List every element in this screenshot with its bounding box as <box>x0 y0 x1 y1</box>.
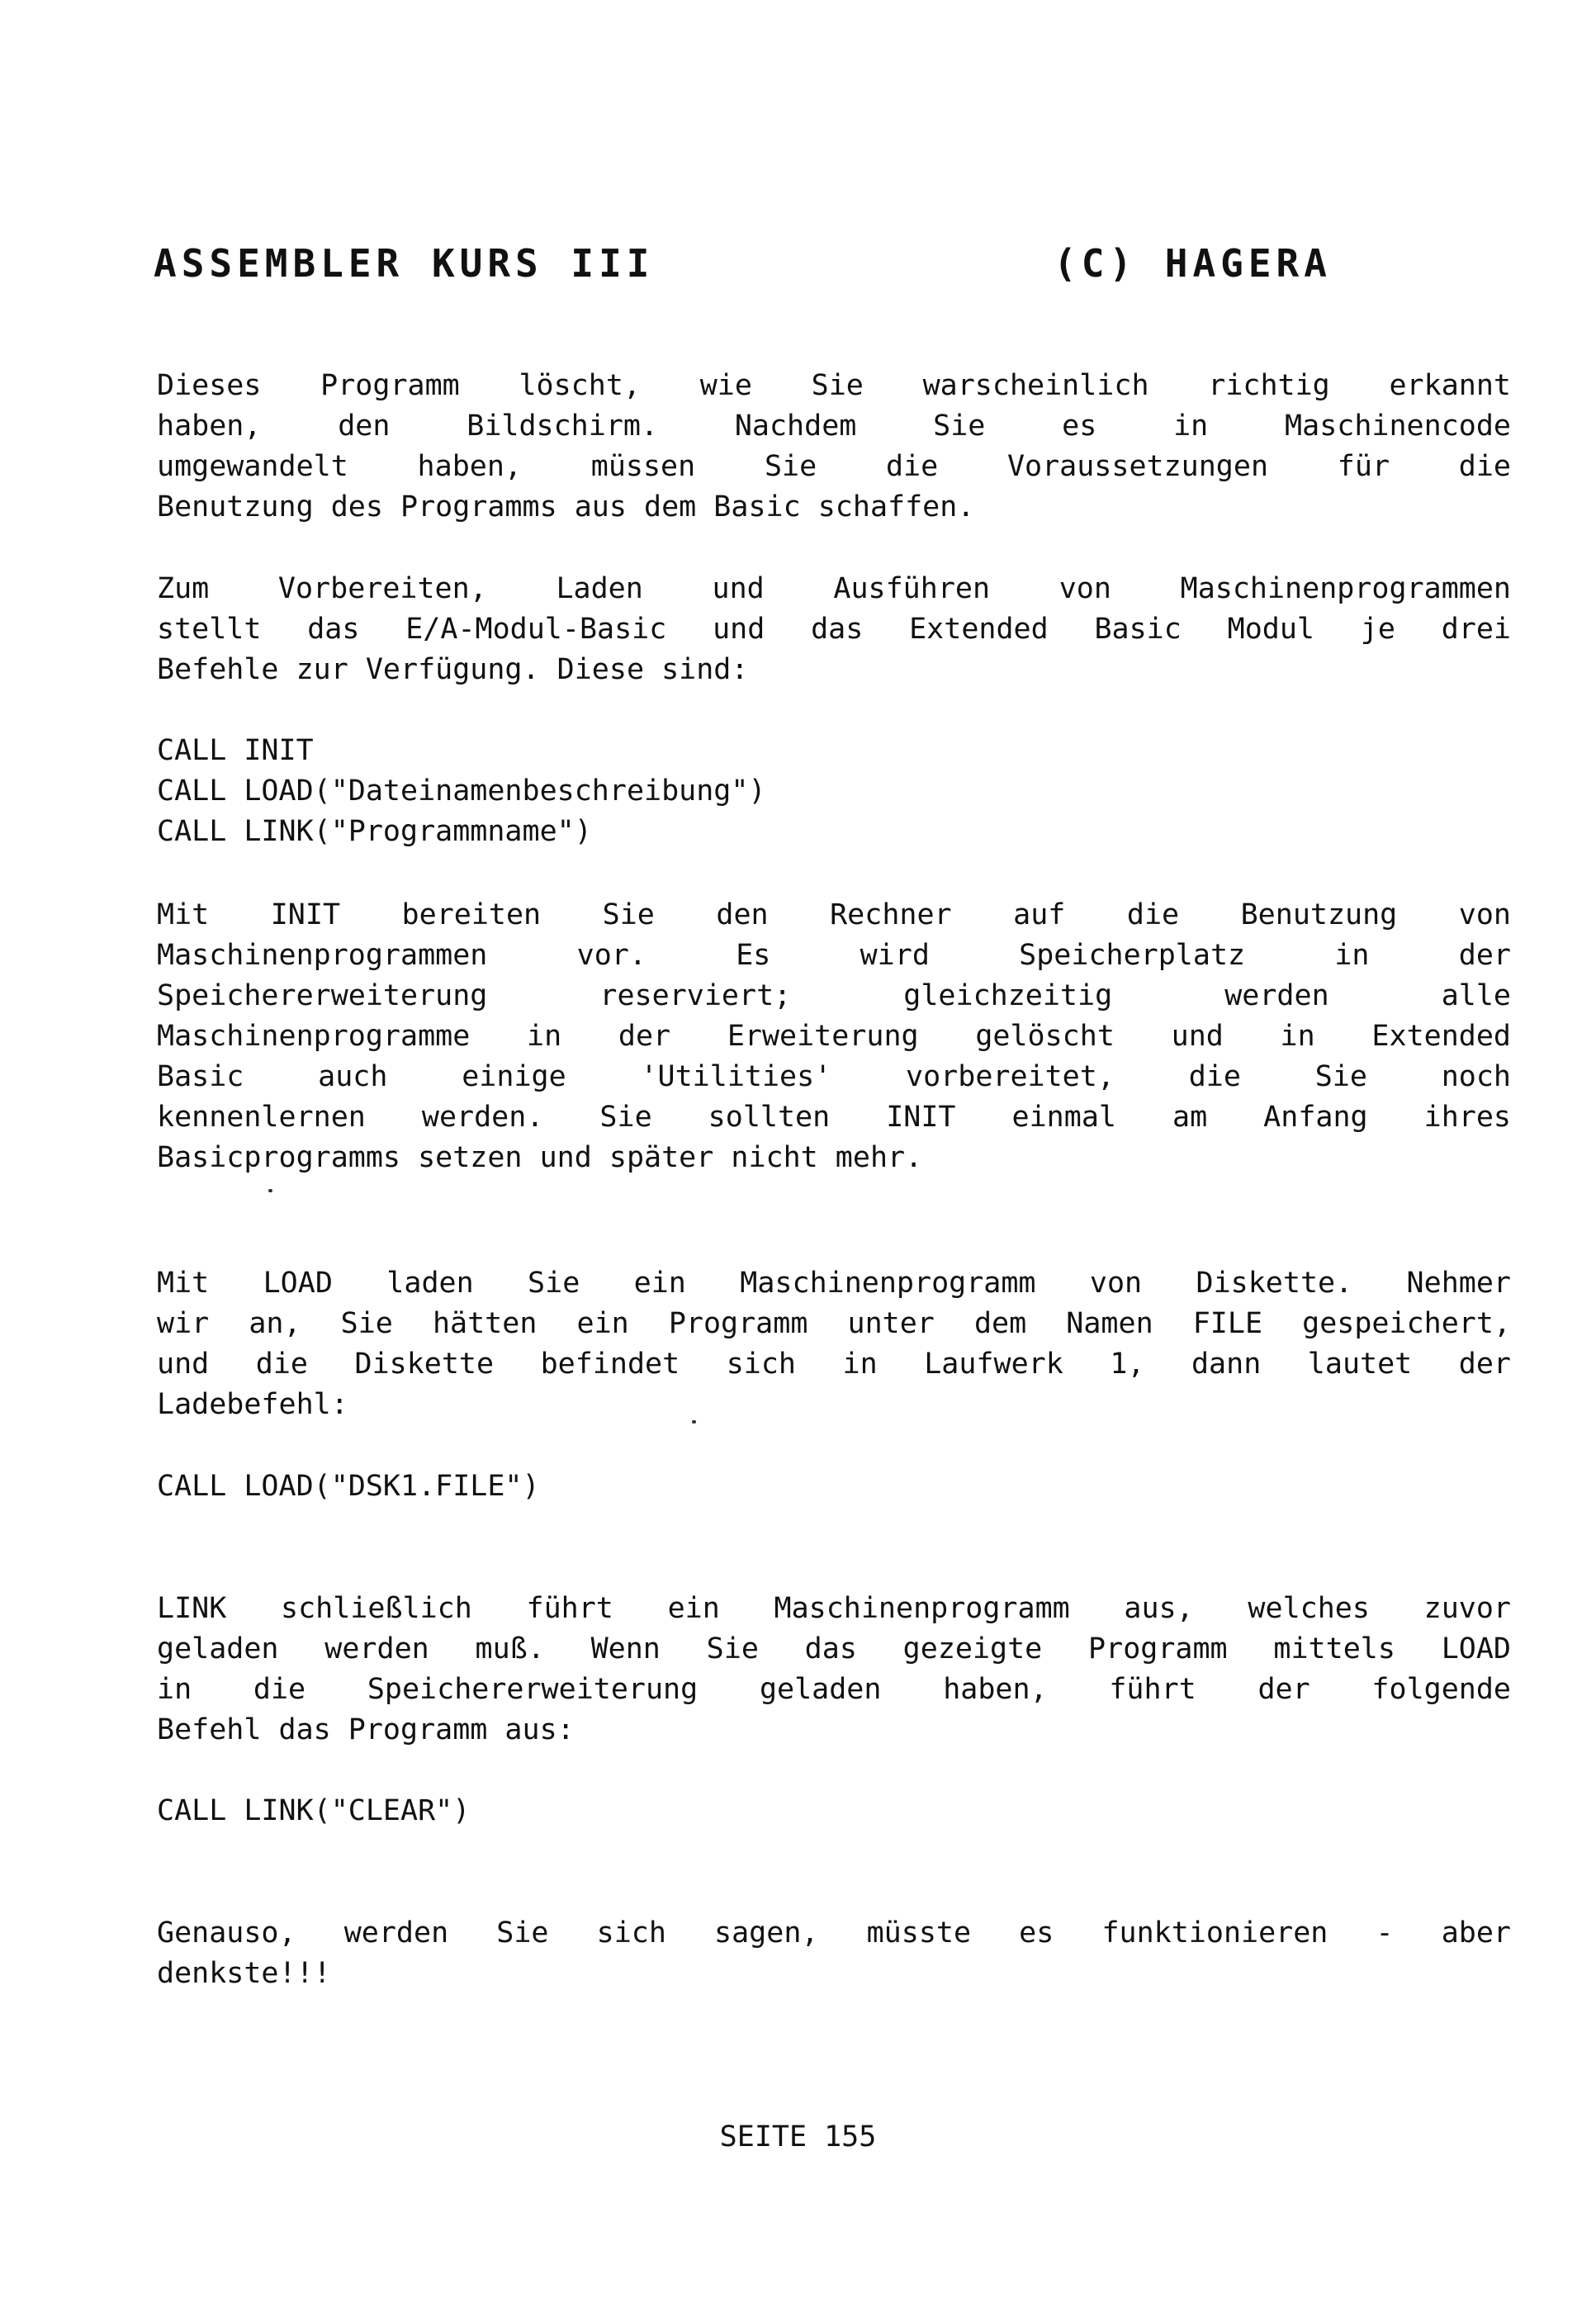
code-call-init: CALL INIT <box>157 734 314 767</box>
page-number: SEITE 155 <box>719 2120 877 2153</box>
paragraph-3-line-6: kennenlernen werden. Sie sollten INIT einmal am Anfang ihres <box>157 1101 1511 1134</box>
paragraph-1-line-4: Benutzung des Programms aus dem Basic schaffen. <box>157 490 975 524</box>
paragraph-4-line-4: Ladebefehl: <box>157 1388 348 1421</box>
paragraph-3-line-1: Mit INIT bereiten Sie den Rechner auf die Benutzung von <box>157 898 1511 931</box>
paragraph-2-line-3: Befehle zur Verfügung. Diese sind: <box>157 653 749 686</box>
paragraph-1-line-1: Dieses Programm löscht, wie Sie warscheinlich richtig erkannt <box>157 369 1511 402</box>
paragraph-3-line-5: Basic auch einige 'Utilities' vorbereitet, die Sie noch <box>157 1060 1511 1093</box>
copyright-notice: (C) HAGERA <box>1054 241 1332 286</box>
code-call-link: CALL LINK("Programmname") <box>157 815 592 848</box>
paragraph-2-line-2: stellt das E/A-Modul-Basic und das Extended Basic Modul je drei <box>157 613 1511 646</box>
course-title: ASSEMBLER KURS III <box>154 241 655 286</box>
paragraph-5-line-4: Befehl das Programm aus: <box>157 1713 575 1746</box>
paragraph-6-line-1: Genauso, werden Sie sich sagen, müsste es funktionieren - aber <box>157 1916 1511 1950</box>
code-call-load: CALL LOAD("Dateinamenbeschreibung") <box>157 775 766 808</box>
paragraph-1-line-2: haben, den Bildschirm. Nachdem Sie es in Maschinencode <box>157 410 1511 443</box>
scan-speck <box>268 1189 272 1192</box>
paragraph-3-line-4: Maschinenprogramme in der Erweiterung gelöscht und in Extended <box>157 1020 1511 1053</box>
paragraph-4-line-3: und die Diskette befindet sich in Laufwerk 1, dann lautet der <box>157 1348 1511 1381</box>
paragraph-4-line-1: Mit LOAD laden Sie ein Maschinenprogramm von Diskette. Nehmer <box>157 1267 1511 1300</box>
page-header <box>154 241 1442 291</box>
paragraph-3-line-7: Basicprogramms setzen und später nicht mehr. <box>157 1141 923 1174</box>
paragraph-6-line-2: denkste!!! <box>157 1957 331 1990</box>
paragraph-3-line-2: Maschinenprogrammen vor. Es wird Speicherplatz in der <box>157 939 1511 972</box>
code-call-load-dsk1: CALL LOAD("DSK1.FILE") <box>157 1470 540 1503</box>
paragraph-1-line-3: umgewandelt haben, müssen Sie die Voraussetzungen für die <box>157 450 1511 483</box>
paragraph-2-line-1: Zum Vorbereiten, Laden und Ausführen von Maschinenprogrammen <box>157 572 1511 605</box>
scan-speck <box>692 1420 696 1424</box>
paragraph-4-line-2: wir an, Sie hätten ein Programm unter dem Namen FILE gespeichert, <box>157 1307 1511 1340</box>
paragraph-5-line-1: LINK schließlich führt ein Maschinenprogramm aus, welches zuvor <box>157 1592 1511 1625</box>
code-call-link-clear: CALL LINK("CLEAR") <box>157 1794 471 1827</box>
paragraph-3-line-3: Speichererweiterung reserviert; gleichzeitig werden alle <box>157 979 1511 1012</box>
paragraph-5-line-2: geladen werden muß. Wenn Sie das gezeigte Programm mittels LOAD <box>157 1632 1511 1665</box>
paragraph-5-line-3: in die Speichererweiterung geladen haben, führt der folgende <box>157 1673 1511 1706</box>
